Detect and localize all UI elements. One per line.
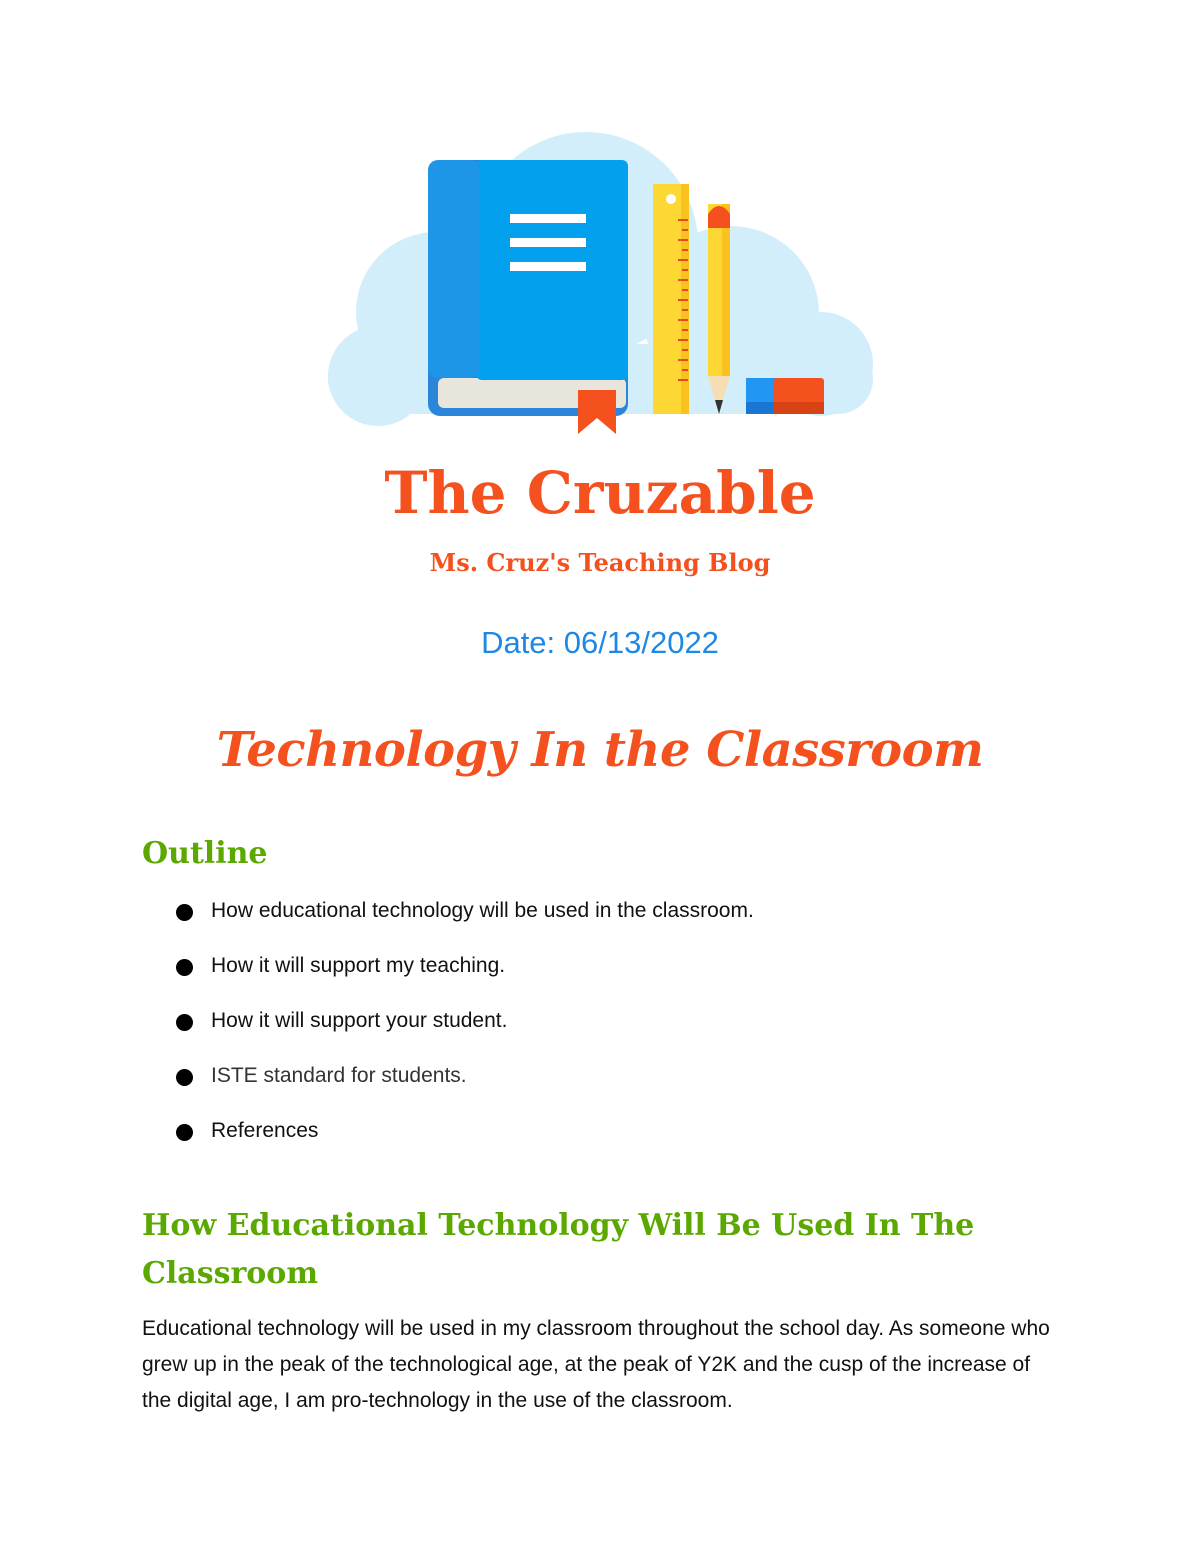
list-item-text: References [211, 1119, 319, 1142]
list-item-text: How educational technology will be used in the classroom. [211, 899, 754, 922]
blog-subtitle: Ms. Cruz's Teaching Blog [429, 548, 771, 577]
post-title: Technology In the Classroom [216, 722, 984, 778]
bullet-icon [176, 1124, 193, 1141]
post-date: Date: 06/13/2022 [481, 625, 719, 660]
list-item-text: How it will support my teaching. [211, 954, 506, 977]
list-item-text: ISTE standard for students. [211, 1064, 467, 1087]
list-item [176, 892, 1076, 947]
book-icon [428, 160, 628, 416]
bullet-icon [176, 904, 193, 921]
school-supplies-illustration [326, 124, 874, 438]
list-item [176, 947, 1076, 1002]
bullet-icon [176, 1069, 193, 1086]
bookmark-icon [578, 390, 616, 434]
section-heading: How Educational Technology Will Be Used In The Classroom [142, 1208, 975, 1291]
list-item [176, 1057, 1076, 1112]
outline-heading: Outline [142, 836, 268, 871]
section-paragraph: Educational technology will be used in my classroom throughout the school day. As someone who grew up in the peak of the technological age, at the peak of Y2K and the cusp of the increase of the digital age, I am pro-technology in the use of the classroom. [142, 1317, 1050, 1412]
outline-list [176, 892, 1076, 1167]
list-item-text: How it will support your student. [211, 1009, 508, 1032]
list-item [176, 1112, 1076, 1167]
bullet-icon [176, 1014, 193, 1031]
bullet-icon [176, 959, 193, 976]
eraser-icon [746, 378, 824, 414]
header-illustration [326, 124, 874, 438]
blog-title: The Cruzable [384, 459, 816, 527]
ruler-icon [653, 184, 689, 414]
pencil-icon [708, 204, 730, 414]
list-item [176, 1002, 1076, 1057]
